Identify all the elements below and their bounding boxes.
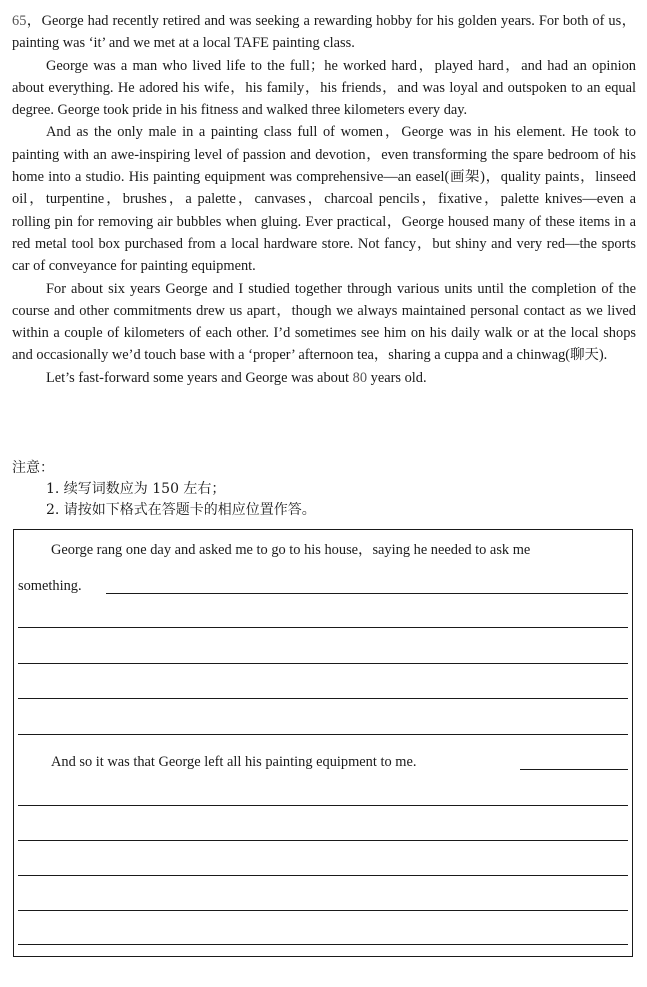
instruction-item-1: 1. 续写词数应为 150 左右； <box>46 481 226 497</box>
answer-line[interactable] <box>18 875 628 876</box>
passage-paragraph-5-end: years old. <box>367 369 427 386</box>
answer-line[interactable] <box>18 627 628 628</box>
answer-line[interactable] <box>106 593 628 594</box>
paragraph-1-opening-word: something. <box>18 578 82 594</box>
paragraph-2-opening-sentence: And so it was that George left all his painting equipment to me. <box>51 754 417 770</box>
passage-paragraph-5-text: Let’s fast-forward some years and George was about <box>46 369 353 386</box>
instructions <box>12 458 316 521</box>
answer-line[interactable] <box>18 698 628 699</box>
reading-passage <box>12 10 636 389</box>
passage-paragraph-1-text: ，George had recently retired and was seeking a rewarding hobby for his golden years. For both of us，painting was ‘it’ and we met at a local TAFE painting class. <box>12 13 636 52</box>
question-number: 65 <box>12 13 27 29</box>
answer-line[interactable] <box>18 840 628 841</box>
instructions-heading: 注意： <box>12 460 54 476</box>
passage-paragraph-3: And as the only male in a painting class full of women，George was in his element. He took to painting with an awe-inspiring level of passion and devotion，even transforming the spare bedroom of his home into a studio. His painting equipment was comprehensive—an easel(画架)，quality paints，linseed oil，turpentine，brushes，a palette，canvases，charcoal pencils，fixative，palette knives—even a rolling pin for removing air bubbles when gluing. Ever practical，George housed many of these items in a red metal tool box purchased from a local hardware store. Not fancy，but shiny and very red—the sports car of conveyance for painting equipment. <box>12 124 636 275</box>
answer-box <box>13 529 633 957</box>
answer-line[interactable] <box>18 805 628 806</box>
answer-line[interactable] <box>18 663 628 664</box>
answer-line[interactable] <box>18 944 628 945</box>
answer-line[interactable] <box>18 734 628 735</box>
passage-paragraph-5 <box>12 367 636 389</box>
answer-line[interactable] <box>18 910 628 911</box>
age-number: 80 <box>352 369 368 386</box>
passage-paragraph-2: George was a man who lived life to the full；he worked hard，played hard，and had an opinion about everything. He adored his wife，his family，his friends，and was loyal and outspoken to an equal degree. George took pride in his fitness and walked three kilometers every day. <box>12 57 636 119</box>
answer-line[interactable] <box>520 769 628 770</box>
instruction-item-2: 2. 请按如下格式在答题卡的相应位置作答。 <box>46 502 316 518</box>
passage-paragraph-4: For about six years George and I studied together through various units until the completion of the course and other commitments drew us apart，though we always maintained personal contact as we lived within a couple of kilometers of each other. I’d sometimes see him on his daily walk or at the local shops and occasionally we’d touch base with a ‘proper’ afternoon tea，sharing a cuppa and a chinwag(聊天). <box>12 280 636 364</box>
passage-paragraph-1 <box>12 10 636 55</box>
paragraph-1-opening-line: George rang one day and asked me to go to his house，saying he needed to ask me <box>51 542 531 558</box>
